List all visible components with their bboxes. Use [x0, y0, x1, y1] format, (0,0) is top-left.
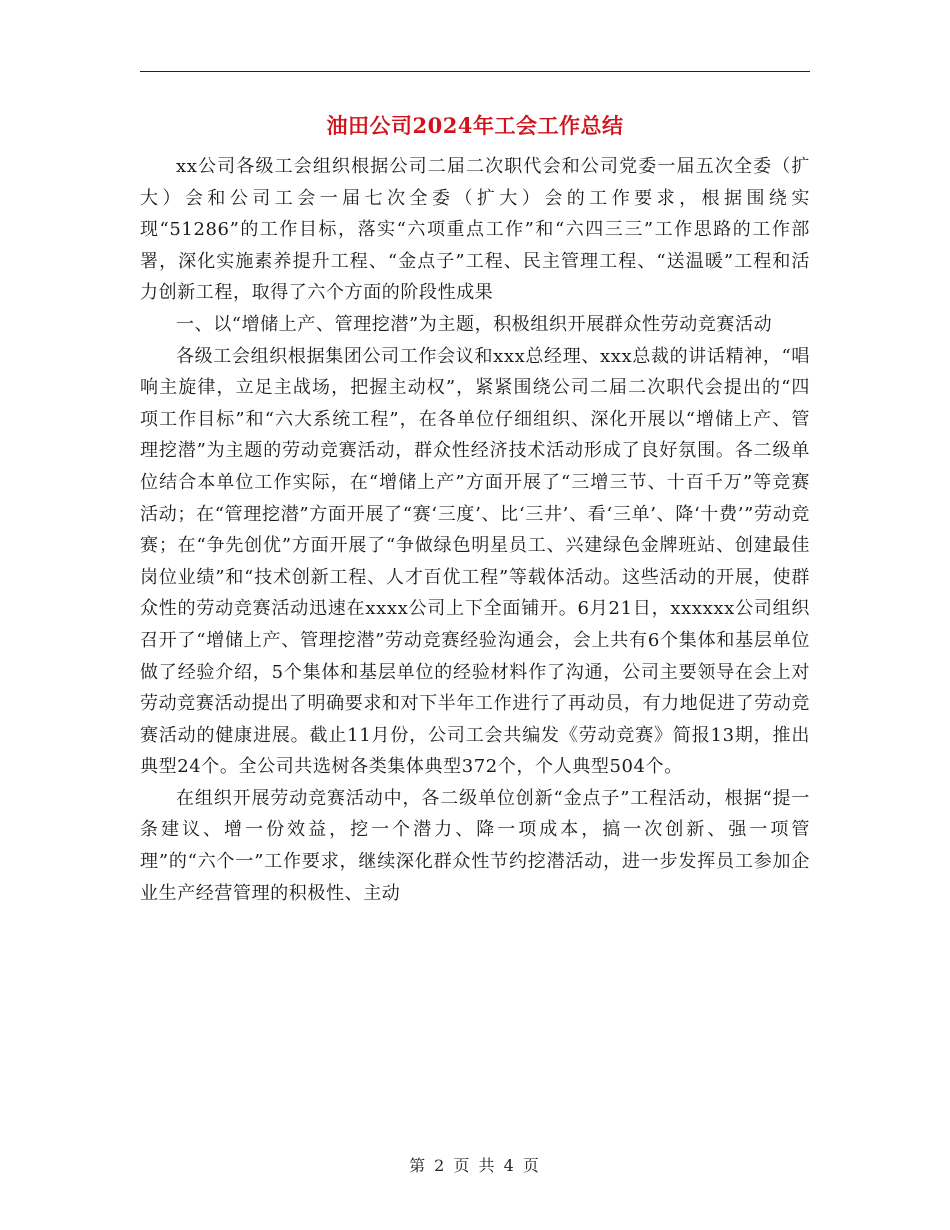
section-heading-1: 一、以“增储上产、管理挖潜”为主题，积极组织开展群众性劳动竞赛活动	[176, 313, 773, 335]
document-body	[140, 151, 810, 909]
paragraph-intro: xx公司各级工会组织根据公司二届二次职代会和公司党委一届五次全委（扩大）会和公司工会一届七次全委（扩大）会的工作要求，根据围绕实现“51286”的工作目标，落实“六项重点工作”和“六四三三”工作思路的工作部署，深化实施素养提升工程、“金点子”工程、民主管理工程、“送温暖”工程和活力创新工程，取得了六个方面的阶段性成果	[140, 156, 810, 304]
header-rule	[140, 71, 810, 72]
paragraph-labor-competition: 各级工会组织根据集团公司工作会议和xxx总经理、xxx总裁的讲话精神，“唱响主旋律，立足主战场，把握主动权”，紧紧围绕公司二届二次职代会提出的“四项工作目标”和“六大系统工程”，在各单位仔细组织、深化开展以“增储上产、管理挖潜”为主题的劳动竞赛活动，群众性经济技术活动形成了良好氛围。各二级单位结合本单位工作实际，在“增储上产”方面开展了“三增三节、十百千万”等竞赛活动；在“管理挖潜”方面开展了“赛‘三度’、比‘三井’、看‘三单’、降‘十费’”劳动竞赛；在“争先创优”方面开展了“争做绿色明星员工、兴建绿色金牌班站、创建最佳岗位业绩”和“技术创新工程、人才百优工程”等载体活动。这些活动的开展，使群众性的劳动竞赛活动迅速在xxxx公司上下全面铺开。6月21日，xxxxxx公司组织召开了“增储上产、管理挖潜”劳动竞赛经验沟通会，会上共有6个集体和基层单位做了经验介绍，5个集体和基层单位的经验材料作了沟通，公司主要领导在会上对劳动竞赛活动提出了明确要求和对下半年工作进行了再动员，有力地促进了劳动竞赛活动的健康进展。截止11月份，公司工会共编发《劳动竞赛》简报13期，推出典型24个。全公司共选树各类集体典型372个，个人典型504个。	[140, 345, 810, 778]
page-number-footer: 第 2 页 共 4 页	[409, 1156, 541, 1175]
document-title: 油田公司2024年工会工作总结	[326, 113, 624, 138]
paragraph-golden-ideas: 在组织开展劳动竞赛活动中，各二级单位创新“金点子”工程活动，根据“提一条建议、增一份效益，挖一个潜力、降一项成本，搞一次创新、强一项管理”的“六个一”工作要求，继续深化群众性节约挖潜活动，进一步发挥员工参加企业生产经营管理的积极性、主动	[140, 787, 810, 904]
